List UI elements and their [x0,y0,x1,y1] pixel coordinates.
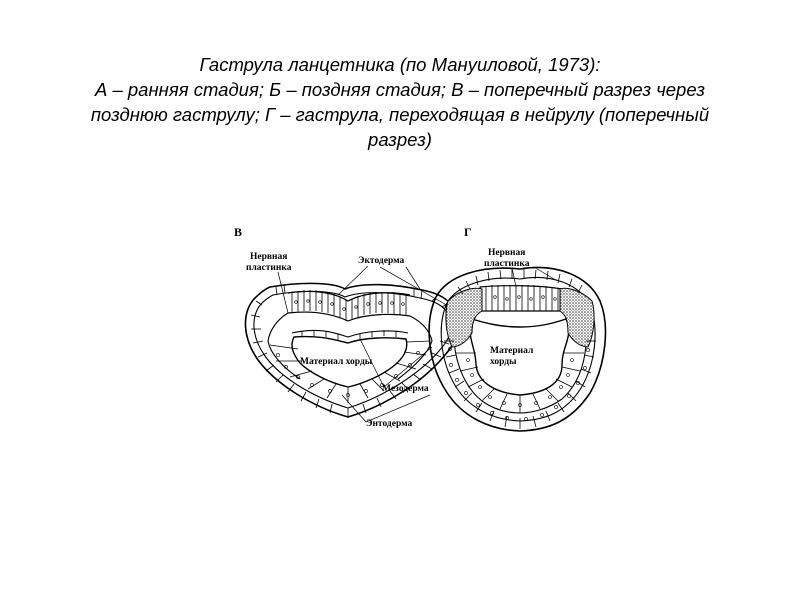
panel-g [429,225,605,431]
panel-v-neural-plate-outer [288,291,410,301]
panel-g-letter: Г [464,225,472,239]
panel-g-cavity [470,319,569,395]
panel-g-label-neural-plate-2: пластинка [484,259,530,269]
panel-v-cell-walls [251,285,457,417]
panel-v-label-endoderm: Энтодерма [366,419,413,429]
panel-v [234,225,459,429]
panel-v-label-mesoderm: Мезодерма [382,384,429,394]
panel-v-label-neural-plate-1: Нервная [250,252,288,262]
caption-line-1: Гаструла ланцетника (по Мануиловой, 1973): [199,54,601,75]
panel-g-label-chord-2: хорды [490,357,517,367]
caption-line-3: позднюю гаструлу; Г – гаструла, переходящая в нейрулу (поперечный [90,104,710,125]
panel-v-label-ectoderm: Эктодерма [358,256,405,266]
panel-v-label-neural-plate-2: пластинка [246,263,292,273]
caption-line-4: разрез) [368,129,432,150]
panel-v-label-chord: Материал хорды [300,357,373,367]
panel-v-mesoderm-left [268,313,300,379]
gastrula-diagram-svg [170,215,620,445]
panel-g-label-neural-plate-1: Нервная [488,248,526,258]
panel-v-neural-plate-inner [288,312,410,321]
panel-g-label-chord-1: Материал [490,346,534,356]
caption-line-2: А – ранняя стадия; Б – поздняя стадия; В – поперечный разрез через [94,79,706,100]
panel-v-mesoderm-right [398,316,432,379]
panel-v-letter: В [234,225,243,239]
figure-caption [40,52,760,152]
gastrula-figure [170,215,620,445]
panel-v-embryo [245,283,458,417]
